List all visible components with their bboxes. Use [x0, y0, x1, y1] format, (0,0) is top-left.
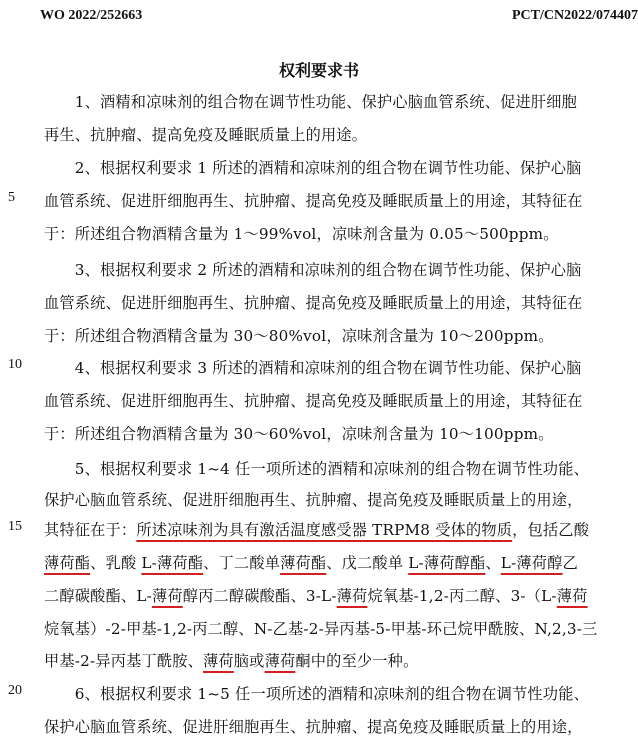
underlined-text: 薄荷	[556, 587, 588, 605]
text-line	[44, 259, 582, 280]
text-line	[44, 325, 554, 346]
text-segment: 、丁二酸单	[203, 554, 281, 572]
text-line	[44, 585, 588, 606]
text-segment: 6、根据权利要求 1~5 任一项所述的酒精和凉味剂的组合物在调节性功能、	[44, 685, 589, 703]
text-segment: 、乳酸	[90, 554, 142, 572]
text-line	[44, 390, 583, 411]
text-line	[44, 519, 589, 540]
text-line	[44, 357, 582, 378]
text-segment: 1、酒精和凉味剂的组合物在调节性功能、保护心脑血管系统、促进肝细胞	[44, 93, 578, 111]
line-number: 20	[8, 683, 22, 698]
underlined-text: 薄荷酯	[44, 554, 91, 572]
text-line	[44, 124, 367, 145]
text-line	[44, 423, 554, 444]
underlined-text: 薄荷	[151, 587, 183, 605]
text-segment: 3、根据权利要求 2 所述的酒精和凉味剂的组合物在调节性功能、保护心脑	[44, 261, 582, 279]
text-segment: 血管系统、促进肝细胞再生、抗肿瘤、提高免疫及睡眠质量上的用途，其特征在	[44, 192, 583, 210]
text-line	[44, 650, 418, 671]
text-line	[44, 489, 583, 510]
text-segment: 血管系统、促进肝细胞再生、抗肿瘤、提高免疫及睡眠质量上的用途，其特征在	[44, 294, 583, 312]
text-line	[44, 223, 559, 244]
text-segment: 5、根据权利要求 1~4 任一项所述的酒精和凉味剂的组合物在调节性功能、	[44, 460, 589, 478]
text-segment: ，包括乙酸	[512, 521, 590, 539]
text-line	[44, 683, 589, 704]
text-segment: 酮中的至少一种。	[295, 652, 419, 670]
underlined-text: 薄荷	[264, 652, 296, 670]
line-number: 10	[8, 357, 22, 372]
text-segment: 血管系统、促进肝细胞再生、抗肿瘤、提高免疫及睡眠质量上的用途，其特征在	[44, 392, 583, 410]
text-line	[44, 190, 583, 211]
underlined-text: L-薄荷酯	[141, 554, 204, 572]
underlined-text: L-薄荷醇酯	[408, 554, 486, 572]
page-title: 权利要求书	[278, 61, 359, 80]
text-segment: 甲基-2-异丙基丁酰胺、	[44, 652, 204, 670]
text-segment: 于：所述组合物酒精含量为 30～80%vol，凉味剂含量为 10～200ppm。	[44, 327, 554, 345]
text-segment: 于：所述组合物酒精含量为 30～60%vol，凉味剂含量为 10～100ppm。	[44, 425, 554, 443]
text-segment: 再生、抗肿瘤、提高免疫及睡眠质量上的用途。	[44, 126, 368, 144]
text-line	[44, 157, 582, 178]
text-segment: 2、根据权利要求 1 所述的酒精和凉味剂的组合物在调节性功能、保护心脑	[44, 159, 582, 177]
line-number: 15	[8, 519, 22, 534]
line-number: 5	[8, 190, 15, 205]
underlined-text: 薄荷酯	[280, 554, 327, 572]
text-line	[44, 458, 589, 479]
text-segment: 烷氧基）-2-甲基-1,2-丙二醇、N-乙基-2-异丙基-5-甲基-环己烷甲酰胺、N,2,3-三	[44, 620, 598, 638]
text-segment: 于：所述组合物酒精含量为 1～99%vol，凉味剂含量为 0.05～500ppm。	[44, 225, 559, 243]
text-line	[44, 618, 597, 639]
text-segment: 保护心脑血管系统、促进肝细胞再生、抗肿瘤、提高免疫及睡眠质量上的用途，	[44, 491, 583, 509]
text-segment: 、戊二酸单	[326, 554, 409, 572]
text-segment: 脑或	[233, 652, 265, 670]
text-segment: 4、根据权利要求 3 所述的酒精和凉味剂的组合物在调节性功能、保护心脑	[44, 359, 582, 377]
text-segment: 烷氧基-1,2-丙二醇、3-（L-	[367, 587, 557, 605]
application-number: PCT/CN2022/074407	[512, 8, 638, 23]
text-segment: 醇丙二醇碳酸酯、3-L-	[182, 587, 337, 605]
underlined-text: 薄荷	[203, 652, 234, 670]
text-line	[44, 292, 583, 313]
underlined-text: 所述凉味剂为具有激活温度感受器 TRPM8 受体的物质	[136, 521, 513, 539]
text-segment: 保护心脑血管系统、促进肝细胞再生、抗肿瘤、提高免疫及睡眠质量上的用途，	[44, 718, 583, 736]
text-segment: 二醇碳酸酯、L-	[44, 587, 152, 605]
underlined-text: L-薄荷醇	[500, 554, 563, 572]
text-line	[44, 91, 577, 112]
text-line	[44, 552, 578, 573]
underlined-text: 薄荷	[336, 587, 368, 605]
text-segment: 乙	[562, 554, 578, 572]
text-segment: 其特征在于：	[44, 521, 137, 539]
text-segment: 、	[485, 554, 501, 572]
publication-number: WO 2022/252663	[40, 8, 143, 23]
